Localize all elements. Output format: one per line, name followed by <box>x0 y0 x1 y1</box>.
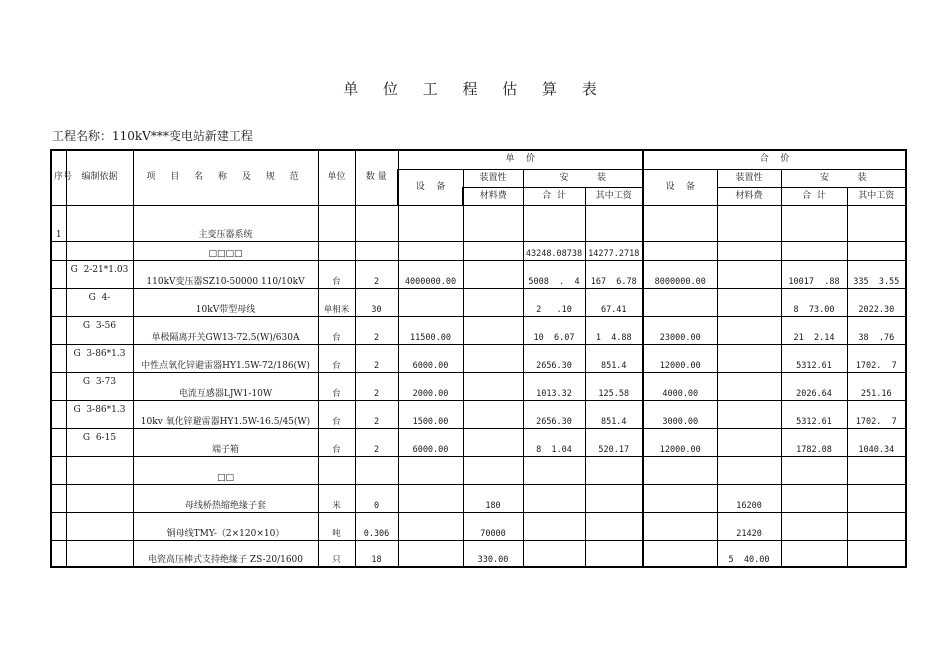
cell-unit-labor: 1 4.88 <box>585 316 643 344</box>
cell-basis <box>66 205 133 241</box>
cell-qty: 18 <box>355 540 398 567</box>
cell-total-install-total: 5312.61 <box>781 344 847 372</box>
cell-unit-material <box>463 288 523 316</box>
table-row <box>51 400 906 428</box>
cell-unit-labor: 14277.2718 <box>585 241 643 260</box>
cell-unit: 单相米 <box>318 288 355 316</box>
cell-total-equipment: 23000.00 <box>643 316 717 344</box>
cell-seq: 1 <box>51 205 66 241</box>
cell-total-install-total: 21 2.14 <box>781 316 847 344</box>
cell-total-material <box>717 456 781 484</box>
cell-total-labor: 1702. 7 <box>847 344 906 372</box>
cell-seq <box>51 428 66 456</box>
cell-seq <box>51 288 66 316</box>
cell-seq <box>51 241 66 260</box>
cell-total-material <box>717 372 781 400</box>
cell-total-install-total <box>781 512 847 540</box>
cell-total-install-total <box>781 205 847 241</box>
cell-unit-install-total: 5008 . 4 <box>523 260 585 288</box>
cell-basis: G 3-56 <box>66 316 133 344</box>
cell-unit-equipment: 11500.00 <box>398 316 463 344</box>
cell-total-equipment <box>643 540 717 567</box>
cell-seq <box>51 512 66 540</box>
cell-unit-equipment: 2000.00 <box>398 372 463 400</box>
cell-item-name: □□ <box>133 456 318 484</box>
header-tp-equipment: 设 备 <box>643 169 717 205</box>
cell-total-equipment <box>643 484 717 512</box>
table-row <box>51 316 906 344</box>
cell-total-labor: 1040.34 <box>847 428 906 456</box>
cell-seq <box>51 540 66 567</box>
cell-unit-material: 330.00 <box>463 540 523 567</box>
table-row <box>51 512 906 540</box>
cell-item-name: 单极隔离开关GW13-72.5(W)/630A <box>133 316 318 344</box>
cell-unit-install-total: 10 6.07 <box>523 316 585 344</box>
cell-unit-install-total: 2 .10 <box>523 288 585 316</box>
cell-total-labor: 1702. 7 <box>847 400 906 428</box>
cell-basis <box>66 484 133 512</box>
cell-unit-material: 70000 <box>463 512 523 540</box>
cell-unit-labor: 851.4 <box>585 400 643 428</box>
cell-qty: 0.306 <box>355 512 398 540</box>
cell-unit: 台 <box>318 344 355 372</box>
cell-unit-install-total <box>523 484 585 512</box>
cell-unit: 只 <box>318 540 355 567</box>
cell-unit-labor <box>585 205 643 241</box>
cell-total-material <box>717 344 781 372</box>
cell-item-name: 端子箱 <box>133 428 318 456</box>
header-tp-subtotal: 合 计 <box>781 187 847 205</box>
cell-item-name: 电瓷高压棒式支持绝缘子 ZS-20/1600 <box>133 540 318 567</box>
table-row <box>51 428 906 456</box>
header-seq: 序号 <box>51 150 66 205</box>
cell-unit: 台 <box>318 316 355 344</box>
cell-qty: 2 <box>355 400 398 428</box>
cell-unit-install-total: 43248.08738 <box>523 241 585 260</box>
header-unit-price: 单 价 <box>398 150 643 169</box>
cell-total-equipment: 8000000.00 <box>643 260 717 288</box>
cell-item-name: 10kv 氧化锌避雷器HY1.5W-16.5/45(W) <box>133 400 318 428</box>
cell-total-labor <box>847 241 906 260</box>
cell-item-name: 中性点氧化锌避雷器HY1.5W-72/186(W) <box>133 344 318 372</box>
cell-total-install-total <box>781 241 847 260</box>
table-row <box>51 456 906 484</box>
project-name: 工程名称：110kV***变电站新建工程 <box>52 129 253 143</box>
cell-basis: G 2-21*1.03 <box>66 260 133 288</box>
header-unit: 单位 <box>318 150 355 205</box>
cell-unit-equipment: 6000.00 <box>398 344 463 372</box>
cell-total-equipment <box>643 205 717 241</box>
cell-seq <box>51 456 66 484</box>
cell-qty: 2 <box>355 344 398 372</box>
cell-unit-labor: 851.4 <box>585 344 643 372</box>
table-row <box>51 205 906 241</box>
header-row-1 <box>51 150 906 169</box>
cell-unit: 台 <box>318 400 355 428</box>
cell-unit-equipment <box>398 512 463 540</box>
cell-unit <box>318 205 355 241</box>
cell-basis <box>66 512 133 540</box>
cell-item-name: 110kV变压器SZ10-50000 110/10kV <box>133 260 318 288</box>
cell-unit-install-total <box>523 540 585 567</box>
cell-unit-material <box>463 428 523 456</box>
header-tp-labor: 其中工资 <box>847 187 906 205</box>
cell-unit: 吨 <box>318 512 355 540</box>
cell-qty <box>355 241 398 260</box>
cell-basis <box>66 456 133 484</box>
header-tp-material-bottom: 材料费 <box>717 187 781 205</box>
cell-unit-install-total: 2656.30 <box>523 400 585 428</box>
cell-item-name: 主变压器系统 <box>133 205 318 241</box>
cell-total-material <box>717 428 781 456</box>
cell-total-material: 5 40.00 <box>717 540 781 567</box>
cell-total-equipment: 12000.00 <box>643 428 717 456</box>
cell-seq <box>51 400 66 428</box>
cell-unit-material: 180 <box>463 484 523 512</box>
cell-unit-equipment <box>398 540 463 567</box>
header-up-labor: 其中工资 <box>585 187 643 205</box>
cell-basis <box>66 241 133 260</box>
cell-total-labor: 2022.30 <box>847 288 906 316</box>
cell-item-name: 铜母线TMY-（2×120×10） <box>133 512 318 540</box>
estimate-table <box>50 149 907 568</box>
cell-qty: 0 <box>355 484 398 512</box>
cell-unit-labor: 167 6.78 <box>585 260 643 288</box>
header-up-subtotal: 合 计 <box>523 187 585 205</box>
cell-basis <box>66 540 133 567</box>
cell-unit <box>318 241 355 260</box>
header-up-material-bottom: 材料费 <box>463 187 523 205</box>
cell-total-material <box>717 316 781 344</box>
cell-unit-equipment <box>398 241 463 260</box>
cell-unit-labor: 125.58 <box>585 372 643 400</box>
cell-item-name: 母线桥热缩绝缘子套 <box>133 484 318 512</box>
cell-qty <box>355 205 398 241</box>
cell-seq <box>51 316 66 344</box>
header-qty: 数 量 <box>355 150 398 205</box>
cell-total-labor <box>847 456 906 484</box>
cell-total-install-total: 10017 .88 <box>781 260 847 288</box>
header-up-install: 安 装 <box>523 169 643 187</box>
table-row <box>51 540 906 567</box>
cell-total-material: 21420 <box>717 512 781 540</box>
cell-unit-material <box>463 456 523 484</box>
table-row <box>51 288 906 316</box>
cell-unit-material <box>463 400 523 428</box>
cell-unit: 台 <box>318 260 355 288</box>
cell-unit-labor <box>585 484 643 512</box>
cell-unit: 台 <box>318 428 355 456</box>
header-up-material-top: 装置性 <box>463 169 523 187</box>
cell-unit-material <box>463 372 523 400</box>
cell-unit-equipment <box>398 288 463 316</box>
cell-unit-labor <box>585 540 643 567</box>
cell-unit-equipment: 1500.00 <box>398 400 463 428</box>
header-up-equipment: 设 备 <box>398 169 463 205</box>
cell-unit-material <box>463 241 523 260</box>
table-row <box>51 344 906 372</box>
cell-basis: G 3-86*1.3 <box>66 344 133 372</box>
cell-unit-install-total: 2656.30 <box>523 344 585 372</box>
cell-unit-material <box>463 316 523 344</box>
cell-qty: 2 <box>355 316 398 344</box>
cell-item-name: 10kV带型母线 <box>133 288 318 316</box>
cell-unit-equipment <box>398 205 463 241</box>
cell-total-install-total: 8 73.00 <box>781 288 847 316</box>
cell-basis: G 3-86*1.3 <box>66 400 133 428</box>
cell-total-install-total <box>781 484 847 512</box>
cell-total-install-total: 2026.64 <box>781 372 847 400</box>
cell-total-labor <box>847 484 906 512</box>
cell-unit-labor: 520.17 <box>585 428 643 456</box>
cell-total-labor: 38 .76 <box>847 316 906 344</box>
cell-total-equipment <box>643 241 717 260</box>
cell-total-equipment <box>643 512 717 540</box>
cell-total-labor: 335 3.55 <box>847 260 906 288</box>
cell-unit-labor <box>585 456 643 484</box>
cell-unit-material <box>463 260 523 288</box>
cell-total-material <box>717 205 781 241</box>
cell-qty <box>355 456 398 484</box>
cell-unit: 台 <box>318 372 355 400</box>
cell-total-install-total: 5312.61 <box>781 400 847 428</box>
cell-unit <box>318 456 355 484</box>
cell-total-install-total <box>781 456 847 484</box>
cell-basis: G 3-73 <box>66 372 133 400</box>
cell-seq <box>51 344 66 372</box>
cell-unit-install-total: 1013.32 <box>523 372 585 400</box>
cell-total-material <box>717 260 781 288</box>
cell-total-material: 16200 <box>717 484 781 512</box>
cell-unit-equipment: 6000.00 <box>398 428 463 456</box>
cell-total-labor <box>847 205 906 241</box>
cell-unit: 米 <box>318 484 355 512</box>
cell-total-labor <box>847 512 906 540</box>
cell-total-equipment <box>643 456 717 484</box>
header-basis: 编制依据 <box>66 150 133 205</box>
cell-qty: 2 <box>355 372 398 400</box>
cell-total-equipment: 4000.00 <box>643 372 717 400</box>
cell-qty: 30 <box>355 288 398 316</box>
cell-total-material <box>717 288 781 316</box>
cell-total-install-total <box>781 540 847 567</box>
cell-basis: G 6-15 <box>66 428 133 456</box>
cell-qty: 2 <box>355 428 398 456</box>
header-tp-install: 安 装 <box>781 169 906 187</box>
table-row <box>51 484 906 512</box>
cell-unit-material <box>463 344 523 372</box>
table-row <box>51 372 906 400</box>
cell-total-equipment: 3000.00 <box>643 400 717 428</box>
header-tp-material-top: 装置性 <box>717 169 781 187</box>
cell-total-install-total: 1782.08 <box>781 428 847 456</box>
cell-unit-labor <box>585 512 643 540</box>
cell-total-equipment: 12000.00 <box>643 344 717 372</box>
cell-total-material <box>717 400 781 428</box>
table-row <box>51 260 906 288</box>
cell-unit-equipment <box>398 456 463 484</box>
cell-unit-install-total: 8 1.04 <box>523 428 585 456</box>
cell-basis: G 4- <box>66 288 133 316</box>
cell-unit-install-total <box>523 205 585 241</box>
cell-total-equipment <box>643 288 717 316</box>
cell-item-name: □□□□ <box>133 241 318 260</box>
cell-seq <box>51 260 66 288</box>
cell-total-material <box>717 241 781 260</box>
cell-seq <box>51 484 66 512</box>
cell-seq <box>51 372 66 400</box>
cell-total-labor <box>847 540 906 567</box>
cell-item-name: 电流互感器LJW1-10W <box>133 372 318 400</box>
cell-unit-equipment: 4000000.00 <box>398 260 463 288</box>
cell-unit-material <box>463 205 523 241</box>
cell-unit-labor: 67.41 <box>585 288 643 316</box>
page-title: 单 位 工 程 估 算 表 <box>343 80 607 98</box>
header-item: 项 目 名 称 及 规 范 <box>133 150 318 205</box>
cell-unit-install-total <box>523 456 585 484</box>
table-row <box>51 241 906 260</box>
header-total-price: 合 价 <box>643 150 906 169</box>
cell-unit-equipment <box>398 484 463 512</box>
cell-total-labor: 251.16 <box>847 372 906 400</box>
cell-qty: 2 <box>355 260 398 288</box>
cell-unit-install-total <box>523 512 585 540</box>
